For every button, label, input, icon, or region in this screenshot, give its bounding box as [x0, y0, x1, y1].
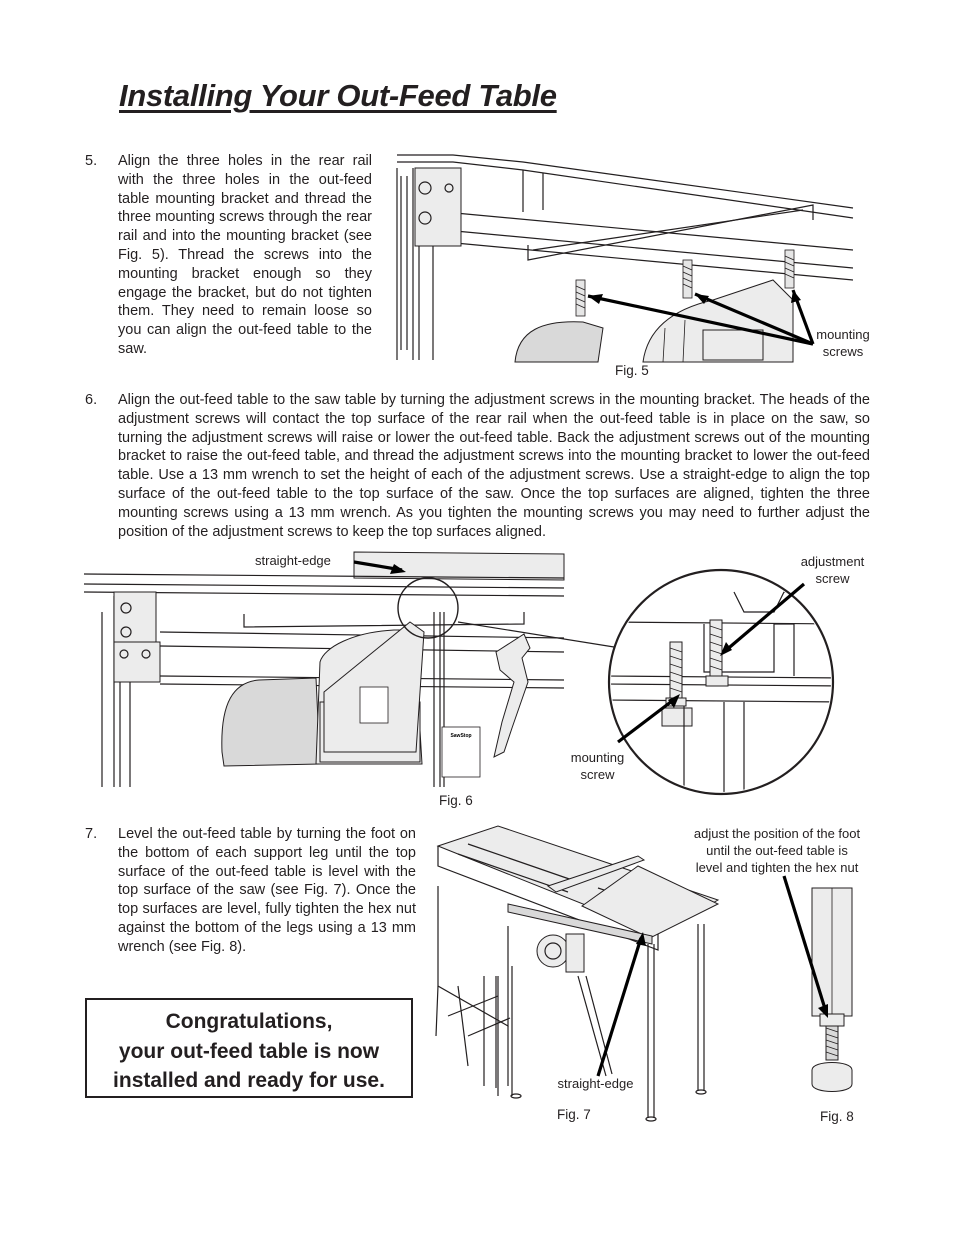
- step-5-text: Align the three holes in the rear rail with the three holes in the out-feed table mounting bracket and thread the three mounting screws through the rear rail and into the mounting bracket (see Fig. 5). Thread the screws into the mounting bracket enough so they engage the bracket, but do not tighten them. They need to remain loose so you can align the out-feed table to the saw.: [118, 153, 372, 357]
- fig7-caption: Fig. 7: [557, 1107, 591, 1122]
- fig5-illustration: [393, 150, 853, 362]
- step-7-text: Level the out-feed table by turning the foot on the bottom of each support leg until the top surface of the out-feed table is level with the top surface of the saw (see Fig. 7). Once the top surfaces are level, fully tighten the hex nut against the bottom of the legs using a 13 mm wrench (see Fig. 8).: [118, 826, 416, 955]
- congrats-line-2: your out-feed table is now: [118, 1039, 380, 1063]
- step-6-number: 6.: [85, 392, 98, 408]
- fig5-label-mounting: mounting: [816, 327, 870, 342]
- fig7-label-straight-edge: straight-edge: [557, 1076, 634, 1091]
- congrats-line-3: installed and ready for use.: [113, 1069, 385, 1092]
- step-7-number: 7.: [85, 826, 98, 842]
- fig8-label-line-2: until the out-feed table is: [706, 843, 848, 858]
- fig6-illustration: [84, 552, 840, 787]
- fig8-illustration: [776, 876, 886, 1096]
- step-5-number: 5.: [85, 153, 98, 169]
- fig5-label-screws: screws: [822, 344, 864, 359]
- fig6-label-straight-edge: straight-edge: [255, 553, 331, 568]
- step-6-text: Align the out-feed table to the saw table by turning the adjustment screws in the mounting bracket. The heads of the adjustment screws will contact the top surface of the rear rail when the out-feed table is in place on the saw, so turning the adjustment screws will raise or lower the out-feed table. Back the adjustment screws out of the mounting bracket to raise the out-feed table, and thread the adjustment screws into the mounting bracket to lower the out-feed table. Use a 13 mm wrench to set the height of each of the adjustment screws. Use a straight-edge to align the top surface of the out-feed table to the top surface of the saw. Once the top surfaces are aligned, tighten the three mounting screws using a 13 mm wrench. As you tighten the mounting screws you may need to further adjust the position of the adjustment screws to keep the top surfaces aligned.: [118, 392, 870, 540]
- fig6-label-adjustment-screw: screw: [815, 571, 850, 586]
- fig8-label-line-1: adjust the position of the foot: [693, 826, 861, 841]
- page-title: Installing Your Out-Feed Table: [119, 78, 557, 113]
- congrats-line-1: Congratulations,: [165, 1010, 333, 1033]
- fig6-label-mounting: mounting: [570, 750, 625, 765]
- fig6-label-adjustment: adjustment: [800, 554, 865, 569]
- fig6-brand: SawStop: [450, 733, 472, 739]
- fig8-caption: Fig. 8: [820, 1109, 854, 1124]
- congratulations-box: [85, 998, 413, 1098]
- fig5-caption: Fig. 5: [615, 363, 649, 378]
- fig6-caption: Fig. 6: [439, 793, 473, 808]
- fig6-label-mounting-screw: screw: [580, 767, 615, 782]
- fig8-label-line-3: level and tighten the hex nut: [695, 860, 859, 875]
